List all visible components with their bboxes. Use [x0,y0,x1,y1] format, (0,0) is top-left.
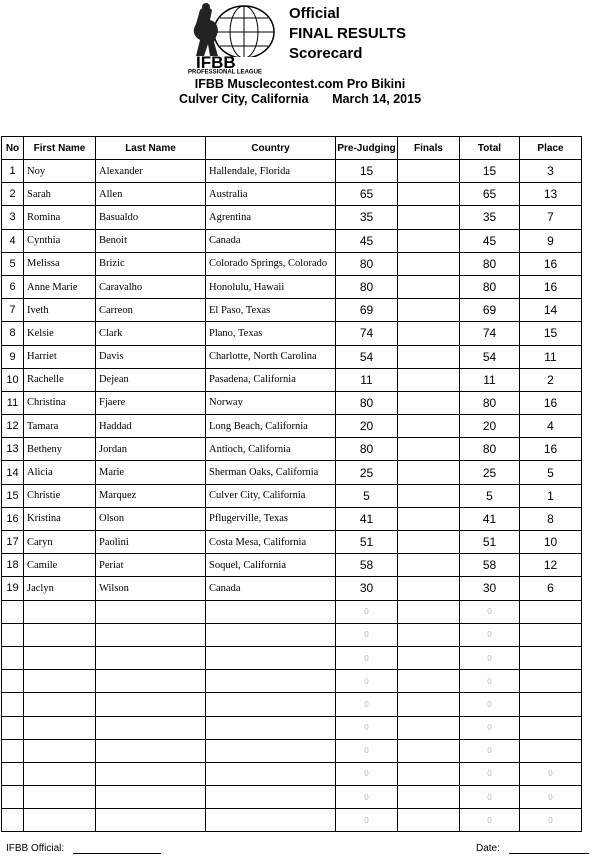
row-pre-judging: 0 [336,693,398,716]
col-place: Place [520,137,582,160]
row-place: 15 [520,322,582,345]
row-country [206,762,336,785]
row-no: 3 [2,206,24,229]
row-pre-judging: 54 [336,345,398,368]
table-row [2,577,582,600]
row-no: 5 [2,252,24,275]
row-country: Australia [206,183,336,206]
row-last-name: Dejean [96,368,206,391]
col-last-name: Last Name [96,137,206,160]
row-country [206,670,336,693]
row-pre-judging: 0 [336,786,398,809]
row-last-name: Fjaere [96,391,206,414]
table-row [2,554,582,577]
row-total: 54 [460,345,520,368]
row-finals [398,368,460,391]
row-total: 15 [460,160,520,183]
row-total: 0 [460,762,520,785]
row-last-name: Marie [96,461,206,484]
row-first-name: Christina [24,391,96,414]
row-last-name: Basualdo [96,206,206,229]
row-last-name: Caravalho [96,275,206,298]
row-total: 0 [460,739,520,762]
row-country [206,623,336,646]
table-row [2,646,582,669]
row-no: 13 [2,438,24,461]
col-total: Total [460,137,520,160]
row-place [520,693,582,716]
row-first-name: Anne Marie [24,275,96,298]
row-finals [398,577,460,600]
row-country [206,716,336,739]
row-last-name [96,693,206,716]
row-last-name: Olson [96,507,206,530]
row-no [2,762,24,785]
row-last-name [96,762,206,785]
row-finals [398,809,460,832]
row-finals [398,507,460,530]
row-last-name: Benoit [96,229,206,252]
row-country: Long Beach, California [206,415,336,438]
table-row [2,229,582,252]
row-pre-judging: 0 [336,739,398,762]
row-first-name: Sarah [24,183,96,206]
table-row [2,252,582,275]
row-place: 8 [520,507,582,530]
row-first-name: Rachelle [24,368,96,391]
row-finals [398,275,460,298]
table-row [2,206,582,229]
row-finals [398,646,460,669]
row-last-name [96,670,206,693]
row-place [520,739,582,762]
row-first-name [24,600,96,623]
row-last-name: Davis [96,345,206,368]
row-country: Costa Mesa, California [206,531,336,554]
row-no: 10 [2,368,24,391]
row-country: Colorado Springs, Colorado [206,252,336,275]
row-total: 41 [460,507,520,530]
row-first-name: Camile [24,554,96,577]
row-country: Charlotte, North Carolina [206,345,336,368]
row-pre-judging: 30 [336,577,398,600]
row-total: 80 [460,391,520,414]
row-no: 6 [2,275,24,298]
event-location: Culver City, California [178,92,309,106]
row-finals [398,739,460,762]
row-last-name [96,786,206,809]
row-country: Pasadena, California [206,368,336,391]
title-block [289,4,406,64]
row-place [520,600,582,623]
row-finals [398,531,460,554]
row-pre-judging: 35 [336,206,398,229]
row-pre-judging: 80 [336,275,398,298]
row-no: 14 [2,461,24,484]
row-finals [398,786,460,809]
event-name: IFBB Musclecontest.com Pro Bikini [194,77,406,91]
row-country [206,739,336,762]
row-place: 0 [520,762,582,785]
row-pre-judging: 74 [336,322,398,345]
row-pre-judging: 45 [336,229,398,252]
row-total: 0 [460,623,520,646]
col-finals: Finals [398,137,460,160]
row-last-name: Periat [96,554,206,577]
row-place: 10 [520,531,582,554]
table-row [2,786,582,809]
row-total: 0 [460,670,520,693]
row-finals [398,693,460,716]
row-total: 30 [460,577,520,600]
row-no: 12 [2,415,24,438]
event-location-date [0,92,600,106]
row-finals [398,391,460,414]
row-country [206,786,336,809]
row-total: 80 [460,252,520,275]
row-finals [398,484,460,507]
row-last-name: Paolini [96,531,206,554]
row-finals [398,461,460,484]
row-no: 7 [2,299,24,322]
row-last-name [96,809,206,832]
row-first-name [24,716,96,739]
row-no [2,600,24,623]
date-signature-line [509,845,589,854]
row-last-name: Haddad [96,415,206,438]
row-total: 0 [460,693,520,716]
row-country: Agrentina [206,206,336,229]
row-last-name [96,739,206,762]
row-first-name [24,739,96,762]
footer-date [476,843,589,854]
row-pre-judging: 80 [336,252,398,275]
table-row [2,415,582,438]
row-pre-judging: 58 [336,554,398,577]
row-no: 18 [2,554,24,577]
row-total: 0 [460,716,520,739]
row-place: 7 [520,206,582,229]
table-row [2,322,582,345]
results-table [1,136,582,832]
row-first-name: Romina [24,206,96,229]
row-country [206,600,336,623]
table-row [2,507,582,530]
col-country: Country [206,137,336,160]
row-country: Soquel, California [206,554,336,577]
row-finals [398,716,460,739]
row-no: 1 [2,160,24,183]
row-no: 16 [2,507,24,530]
row-no: 9 [2,345,24,368]
row-pre-judging: 41 [336,507,398,530]
row-last-name: Wilson [96,577,206,600]
row-first-name: Kelsie [24,322,96,345]
table-row [2,368,582,391]
row-no: 4 [2,229,24,252]
row-no [2,809,24,832]
row-no [2,739,24,762]
row-place [520,646,582,669]
row-first-name: Iveth [24,299,96,322]
row-pre-judging: 69 [336,299,398,322]
row-first-name [24,670,96,693]
row-no [2,623,24,646]
row-pre-judging: 20 [336,415,398,438]
row-total: 80 [460,438,520,461]
row-first-name: Christie [24,484,96,507]
row-first-name: Noy [24,160,96,183]
row-total: 0 [460,809,520,832]
row-first-name: Harriet [24,345,96,368]
title-scorecard: Scorecard [289,45,363,62]
table-row [2,438,582,461]
row-pre-judging: 0 [336,600,398,623]
row-first-name: Kristina [24,507,96,530]
official-label: IFBB Official: [6,843,65,854]
row-last-name: Carreon [96,299,206,322]
row-no [2,716,24,739]
row-country: Pflugerville, Texas [206,507,336,530]
row-pre-judging: 11 [336,368,398,391]
row-finals [398,762,460,785]
row-place: 11 [520,345,582,368]
row-place [520,623,582,646]
row-last-name: Marquez [96,484,206,507]
table-row [2,183,582,206]
row-first-name: Cynthia [24,229,96,252]
svg-text:IFBB: IFBB [196,53,236,72]
table-row [2,484,582,507]
row-total: 35 [460,206,520,229]
row-total: 80 [460,275,520,298]
table-row [2,531,582,554]
col-no: No [2,137,24,160]
row-no: 8 [2,322,24,345]
row-place: 14 [520,299,582,322]
row-first-name: Tamara [24,415,96,438]
row-first-name: Caryn [24,531,96,554]
row-finals [398,299,460,322]
row-last-name: Clark [96,322,206,345]
table-row [2,693,582,716]
row-no [2,693,24,716]
table-row [2,299,582,322]
row-pre-judging: 0 [336,670,398,693]
row-place: 1 [520,484,582,507]
row-last-name: Jordan [96,438,206,461]
row-total: 51 [460,531,520,554]
table-row [2,762,582,785]
row-place: 16 [520,252,582,275]
row-last-name: Allen [96,183,206,206]
header [0,0,600,105]
svg-text:PROFESSIONAL LEAGUE: PROFESSIONAL LEAGUE [188,69,262,74]
row-finals [398,415,460,438]
row-place: 16 [520,438,582,461]
table-row [2,160,582,183]
row-last-name [96,600,206,623]
row-total: 58 [460,554,520,577]
table-row [2,670,582,693]
row-total: 25 [460,461,520,484]
date-label: Date: [476,843,500,854]
row-country: Antioch, California [206,438,336,461]
row-no [2,786,24,809]
row-last-name: Alexander [96,160,206,183]
table-row [2,739,582,762]
row-place: 16 [520,275,582,298]
row-country: Honolulu, Hawaii [206,275,336,298]
row-pre-judging: 0 [336,716,398,739]
row-finals [398,206,460,229]
row-country: Norway [206,391,336,414]
row-pre-judging: 65 [336,183,398,206]
row-pre-judging: 0 [336,762,398,785]
table-header-row [2,137,582,160]
row-pre-judging: 51 [336,531,398,554]
row-country [206,809,336,832]
row-pre-judging: 0 [336,623,398,646]
row-first-name [24,786,96,809]
row-no: 19 [2,577,24,600]
row-total: 0 [460,786,520,809]
row-finals [398,600,460,623]
row-first-name [24,762,96,785]
row-place [520,716,582,739]
row-finals [398,623,460,646]
row-country: Culver City, California [206,484,336,507]
row-total: 11 [460,368,520,391]
table-row [2,623,582,646]
row-finals [398,183,460,206]
row-country: Hallendale, Florida [206,160,336,183]
row-last-name [96,716,206,739]
row-place: 5 [520,461,582,484]
table-row [2,461,582,484]
row-total: 0 [460,646,520,669]
row-place: 9 [520,229,582,252]
row-no [2,670,24,693]
row-total: 74 [460,322,520,345]
col-first-name: First Name [24,137,96,160]
official-signature-line [73,845,161,854]
row-total: 45 [460,229,520,252]
col-pre-judging: Pre-Judging [336,137,398,160]
row-finals [398,438,460,461]
table-row [2,275,582,298]
row-first-name [24,646,96,669]
row-first-name: Alicia [24,461,96,484]
row-total: 20 [460,415,520,438]
row-pre-judging: 80 [336,438,398,461]
row-pre-judging: 80 [336,391,398,414]
row-country [206,693,336,716]
footer-official [6,843,161,854]
row-total: 65 [460,183,520,206]
row-total: 69 [460,299,520,322]
row-country: Canada [206,577,336,600]
row-first-name [24,623,96,646]
row-total: 0 [460,600,520,623]
table-row [2,345,582,368]
row-country [206,646,336,669]
row-pre-judging: 0 [336,646,398,669]
row-finals [398,345,460,368]
table-body [2,160,582,832]
row-country: Canada [206,229,336,252]
row-pre-judging: 5 [336,484,398,507]
row-no: 17 [2,531,24,554]
row-pre-judging: 0 [336,809,398,832]
table-row [2,391,582,414]
row-first-name: Betheny [24,438,96,461]
row-no: 2 [2,183,24,206]
row-finals [398,554,460,577]
event-date: March 14, 2015 [332,92,422,106]
row-country: Sherman Oaks, California [206,461,336,484]
row-place: 3 [520,160,582,183]
title-official: Official [289,5,340,22]
row-place: 13 [520,183,582,206]
row-country: El Paso, Texas [206,299,336,322]
row-place: 2 [520,368,582,391]
table-row [2,716,582,739]
title-final-results: FINAL RESULTS [289,25,406,42]
row-finals [398,160,460,183]
row-no: 11 [2,391,24,414]
row-place [520,670,582,693]
table-row [2,809,582,832]
row-place: 6 [520,577,582,600]
row-place: 12 [520,554,582,577]
row-first-name [24,809,96,832]
row-total: 5 [460,484,520,507]
row-place: 0 [520,786,582,809]
row-last-name [96,623,206,646]
row-place: 4 [520,415,582,438]
row-place: 0 [520,809,582,832]
logo-globe-icon [186,2,284,74]
row-finals [398,252,460,275]
row-last-name: Brizic [96,252,206,275]
row-pre-judging: 25 [336,461,398,484]
row-finals [398,322,460,345]
row-place: 16 [520,391,582,414]
row-first-name [24,693,96,716]
row-no: 15 [2,484,24,507]
row-finals [398,229,460,252]
table-row [2,600,582,623]
row-first-name: Melissa [24,252,96,275]
row-country: Plano, Texas [206,322,336,345]
row-finals [398,670,460,693]
ifbb-logo [186,2,284,74]
row-pre-judging: 15 [336,160,398,183]
row-last-name [96,646,206,669]
row-first-name: Jaclyn [24,577,96,600]
row-no [2,646,24,669]
